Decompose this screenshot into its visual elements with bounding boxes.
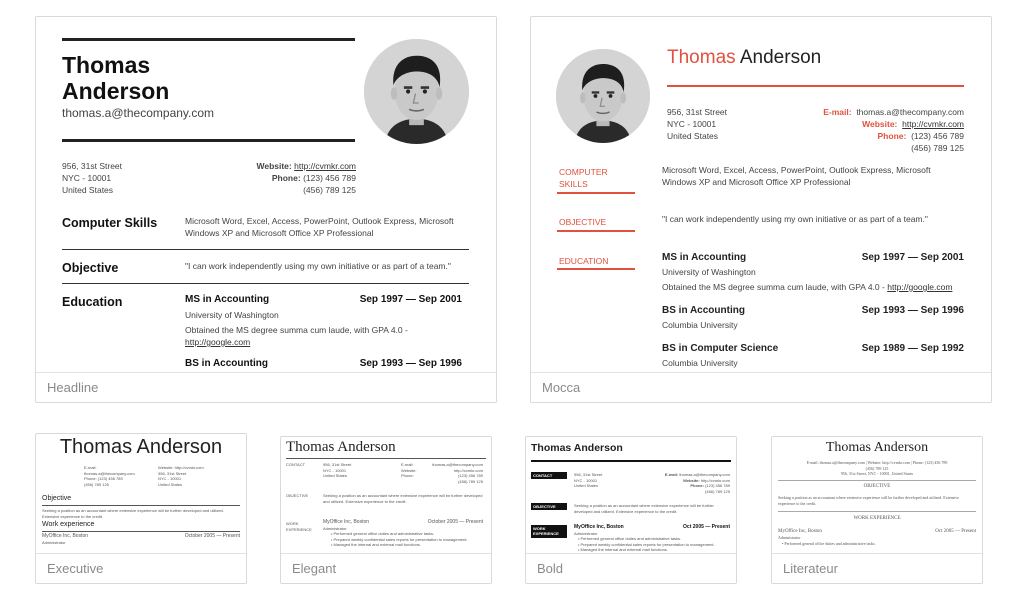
section-title-education: Education <box>62 295 123 309</box>
employer: MyOffice Inc, Boston <box>574 524 624 530</box>
address-block: 956, 31st Street NYC - 10001 United States <box>667 107 728 141</box>
section-title-contact: CONTACT <box>531 472 567 479</box>
headline-preview <box>36 17 496 373</box>
bullet-list: • Performed general office duties and administrative tasks. <box>782 541 876 546</box>
mocca-preview <box>531 17 991 373</box>
literateur-preview <box>772 437 982 554</box>
section-title-objective: OBJECTIVE <box>531 503 567 510</box>
work-dates: Oct 2005 — Present <box>935 529 976 534</box>
bullet-list: • Performed general office duties and administrative tasks. • Prepared weekly confidential sales reports for presentation to management. • Managed the internal and external mail functions. <box>331 531 468 547</box>
section-title-objective: Objective <box>62 261 119 275</box>
section-rule <box>557 192 635 194</box>
section-title-work: WORK EXPERIENCE <box>853 516 901 521</box>
objective-text: Seeking a position as an accountant where extensive experience will be further developed and utilized. Extensive experience to the credit. <box>574 503 714 514</box>
education-school: Columbia University <box>662 320 738 330</box>
resume-name: Thomas Anderson <box>286 439 396 455</box>
section-title-education: EDUCATION <box>559 256 609 266</box>
divider <box>62 249 469 250</box>
education-degree: BS in Accounting <box>662 305 745 316</box>
divider <box>531 460 731 462</box>
template-name: Executive <box>36 553 246 583</box>
section-title-work: WORK EXPERIENCE <box>531 525 567 538</box>
section-title-contact: CONTACT <box>286 462 306 467</box>
contact-line: E-mail: thomas.a@thecompany.com | Website: http://cvmkr.com | Phone: (123) 456 789 (456) 789 125 956, 31st Street, NYC - 10001, United States <box>806 460 948 476</box>
template-card-executive[interactable] <box>35 433 247 584</box>
contact-block: E-mail: thomas.a@thecompany.com Website: http://cvmkr.com Phone: (123) 456 789 (456) 789 125 <box>664 472 730 494</box>
work-dates: October 2005 — Present <box>427 519 483 525</box>
name-rule <box>667 85 964 87</box>
divider <box>62 283 469 284</box>
bullet-list: • Performed general office duties and administrative tasks. • Prepared weekly confidential sales reports for presentation to management. • Managed the internal and external mail functions. <box>578 536 715 552</box>
divider <box>286 458 486 459</box>
template-name: Literateur <box>772 553 982 583</box>
section-title-objective: OBJECTIVE <box>286 493 309 498</box>
section-rule <box>557 268 635 270</box>
education-date: Sep 1989 — Sep 1992 <box>861 343 964 354</box>
template-name: Headline <box>36 372 496 402</box>
executive-preview <box>36 434 246 554</box>
role: Administrator <box>323 526 347 531</box>
top-rule <box>62 38 355 41</box>
template-card-elegant[interactable] <box>280 436 492 584</box>
address-block: 956, 31st Street NYC - 10001 United States <box>323 462 352 478</box>
avatar <box>556 49 650 143</box>
education-school: Columbia University <box>662 358 738 368</box>
template-name: Elegant <box>281 553 491 583</box>
role: Administrator <box>574 531 598 536</box>
work-dates: October 2005 — Present <box>184 533 240 539</box>
education-school: University of Washington Obtained the MS degree summa cum laude, with GPA 4.0 - http://google.com <box>185 310 408 347</box>
skills-text: Microsoft Word, Excel, Access, PowerPoint, Outlook Express, Microsoft Windows XP and Microsoft Office XP Professional <box>662 165 931 187</box>
bold-preview <box>526 437 736 554</box>
section-title-objective: OBJECTIVE <box>559 217 607 227</box>
skills-text: Microsoft Word, Excel, Access, PowerPoint, Outlook Express, Microsoft Windows XP and Microsoft Office XP Professional <box>185 216 454 238</box>
education-degree: MS in Accounting <box>662 252 747 263</box>
role: Administrator <box>42 540 66 545</box>
address-block: Website: http://cvmkr.com 956, 31st Street NYC - 10001 United States <box>158 465 204 487</box>
work-dates: Oct 2005 — Present <box>683 524 730 530</box>
contact-block: E-mail: thomas.a@thecompany.com Phone: (123) 456 789 (456) 789 125 <box>84 465 135 487</box>
resume-name: Thomas Anderson <box>59 436 223 458</box>
divider <box>778 480 976 481</box>
section-title-work: Work experience <box>42 521 95 528</box>
template-card-bold[interactable] <box>525 436 737 584</box>
education-date: Sep 1997 — Sep 2001 <box>861 252 964 263</box>
section-title-work: WORK EXPERIENCE <box>286 521 312 532</box>
avatar <box>364 39 469 144</box>
resume-name: Thomas Anderson <box>825 440 929 455</box>
education-details: University of Washington Obtained the MS degree summa cum laude, with GPA 4.0 - http://google.com <box>662 267 953 292</box>
template-card-mocca[interactable] <box>530 16 992 403</box>
objective-text: Seeking a position as an accountant where extensive experience will be further developed and utilized. Extensive experience to the credit. <box>42 508 224 519</box>
objective-text: "I can work independently using my own initiative or as part of a team." <box>662 214 928 224</box>
contact-labels: E-mail: Website: Phone: <box>401 462 417 478</box>
education-item: BS in Accounting <box>185 358 268 369</box>
role: Administrator <box>778 535 801 540</box>
section-title-objective: Objective <box>42 495 72 502</box>
resume-name: Thomas Anderson <box>531 442 623 454</box>
objective-text: Seeking a position as an accountant where extensive experience will be further developed and utilized. Extensive experience to the credit. <box>778 495 960 506</box>
divider <box>42 531 240 532</box>
template-card-headline[interactable] <box>35 16 497 403</box>
template-name: Bold <box>526 553 736 583</box>
contact-block: E-mail: thomas.a@thecompany.com Website: http://cvmkr.com Phone: (123) 456 789 (456) 789 125 <box>823 107 964 153</box>
contact-block: Website: http://cvmkr.com Phone: (123) 456 789 (456) 789 125 <box>256 161 356 195</box>
education-item: MS in Accounting <box>185 294 270 305</box>
template-name: Mocca <box>531 372 991 402</box>
education-date: Sep 1993 — Sep 1996 <box>359 358 462 369</box>
contact-values: thomas.a@thecompany.com http://cvmkr.com (123) 456 789 (456) 789 125 <box>432 462 483 484</box>
resume-name: Thomas Anderson <box>667 47 822 68</box>
education-date: Sep 1997 — Sep 2001 <box>359 294 462 305</box>
name-rule <box>62 139 355 142</box>
address-block: 956, 31st Street NYC - 10001 United States <box>574 472 603 488</box>
objective-text: Seeking a position as an accountant where extensive experience will be further developed and utilized. Extensive experience to the credit. <box>323 493 483 504</box>
elegant-preview <box>281 437 491 554</box>
resume-email: thomas.a@thecompany.com <box>62 106 215 120</box>
section-title-objective: OBJECTIVE <box>863 484 891 489</box>
resume-name: Thomas Anderson <box>62 52 170 104</box>
objective-text: "I can work independently using my own initiative or as part of a team." <box>185 261 451 271</box>
employer: MyOffice Inc, Boston <box>42 533 89 539</box>
address-block: 956, 31st Street NYC - 10001 United States <box>62 161 123 195</box>
education-degree: BS in Computer Science <box>662 343 779 354</box>
employer: MyOffice Inc, Boston <box>323 519 370 525</box>
section-title-skills: Computer Skills <box>62 216 158 230</box>
section-title-skills: COMPUTER SKILLS <box>559 167 608 189</box>
employer: MyOffice Inc, Boston <box>778 529 822 534</box>
divider <box>778 511 976 512</box>
education-date: Sep 1993 — Sep 1996 <box>861 305 964 316</box>
template-card-literateur[interactable] <box>771 436 983 584</box>
section-rule <box>557 230 635 232</box>
divider <box>42 505 240 506</box>
